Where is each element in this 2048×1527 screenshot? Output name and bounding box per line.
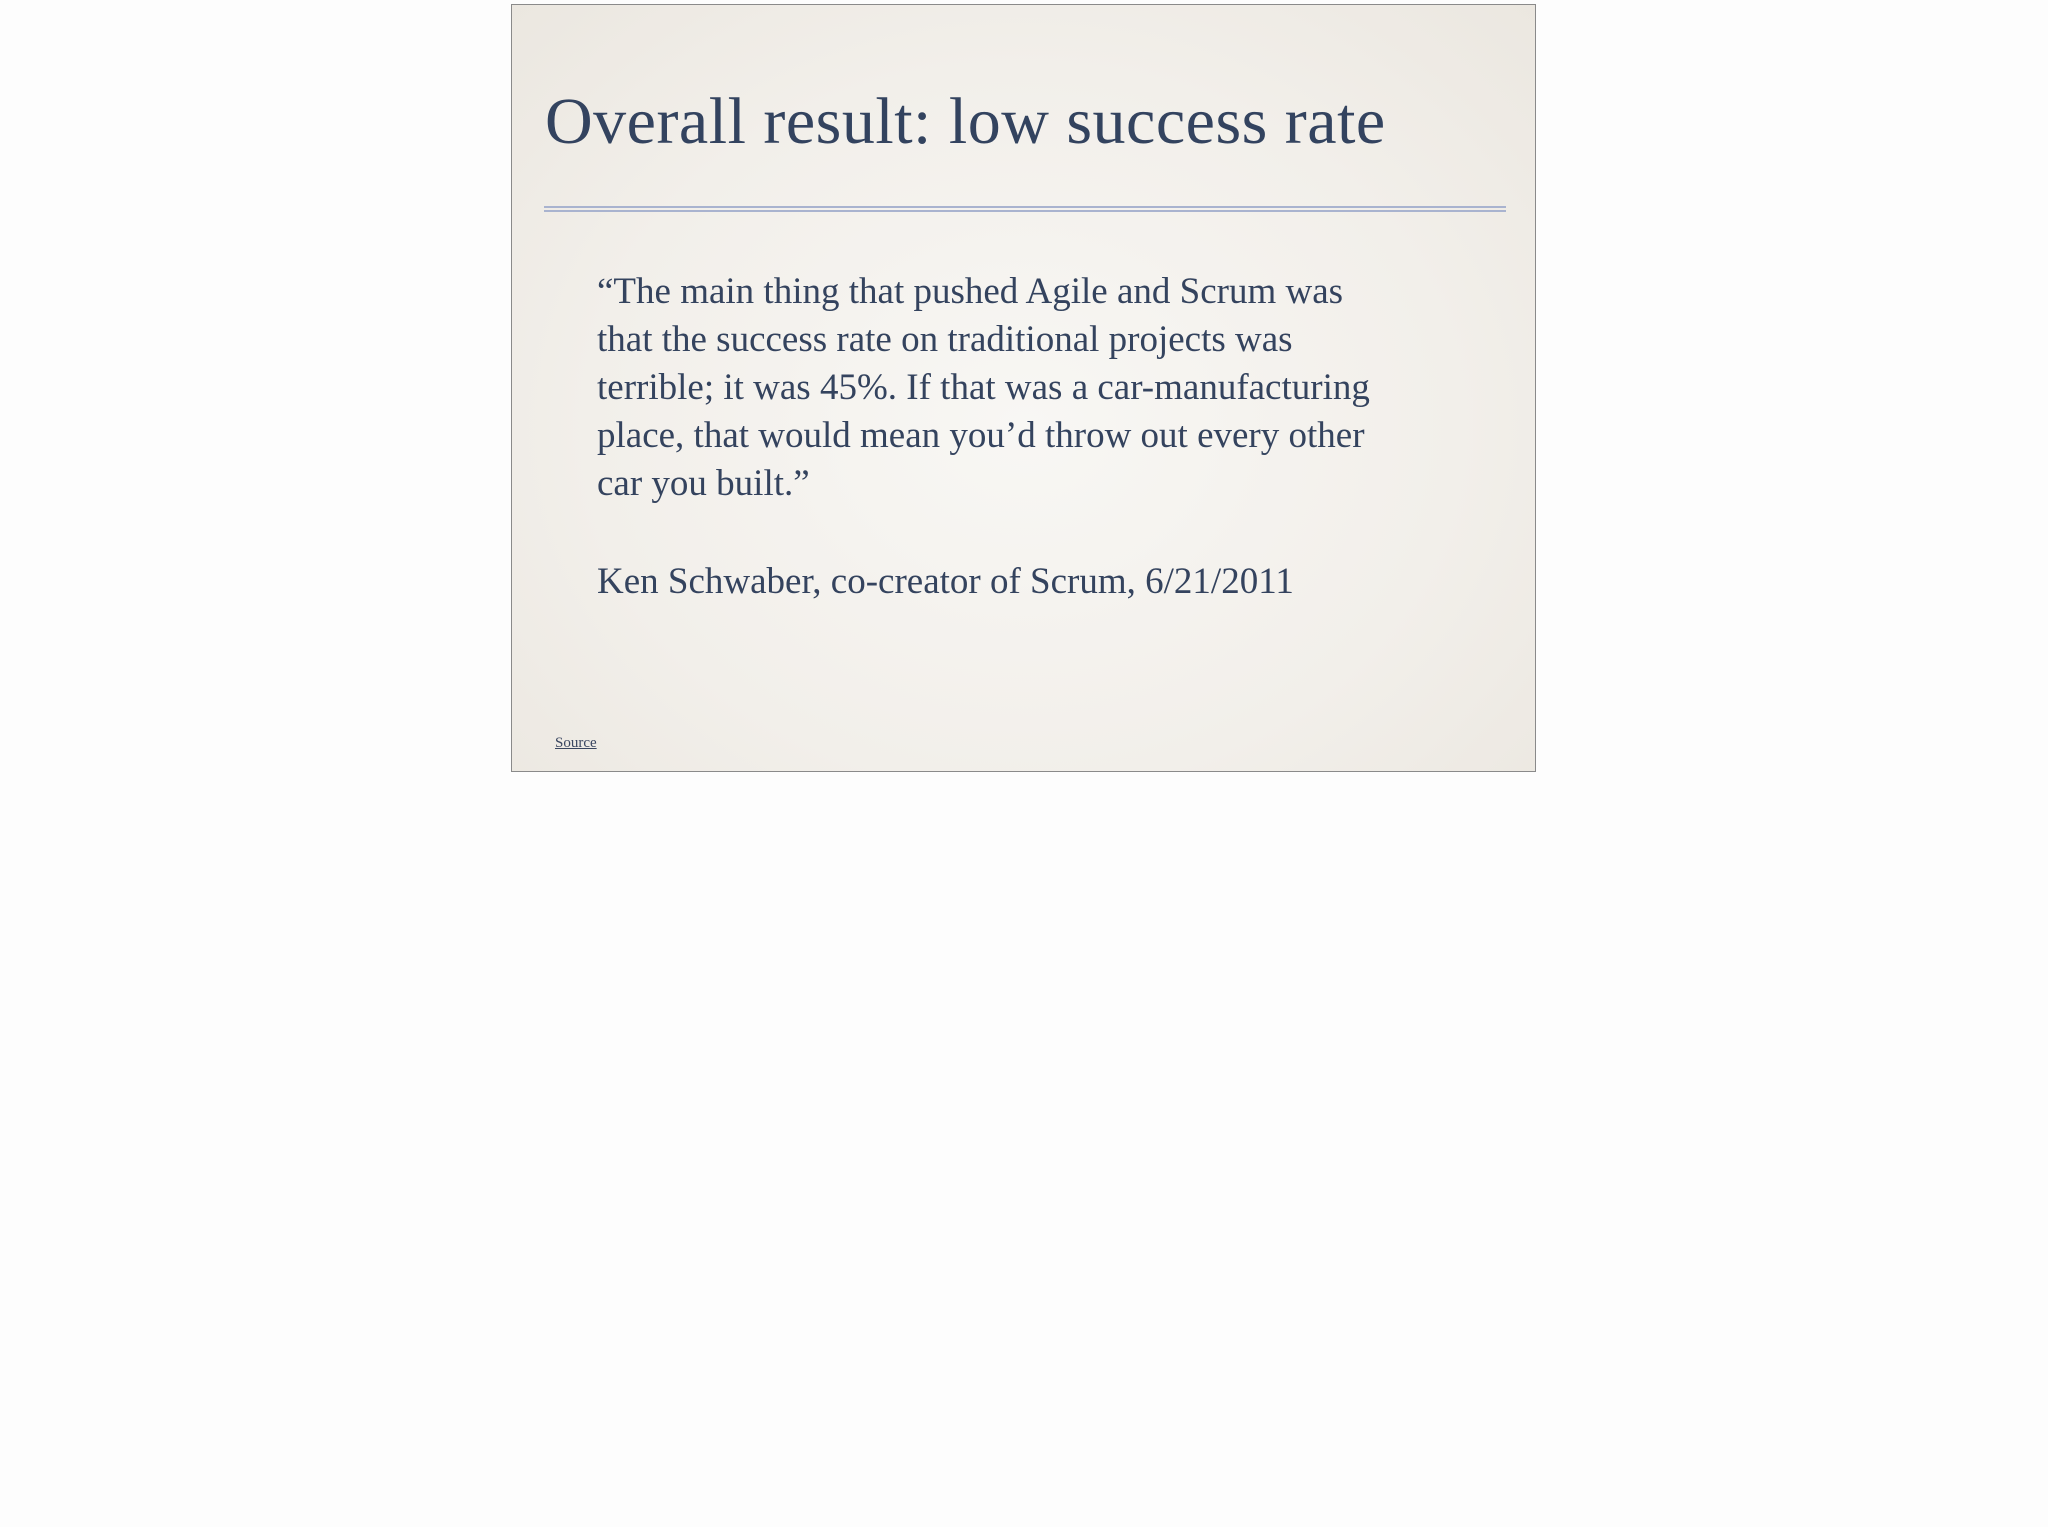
slide-title: Overall result: low success rate <box>545 85 1386 158</box>
quote-line: car you built.” <box>597 463 810 504</box>
quote-block <box>597 268 1497 508</box>
title-divider <box>544 206 1506 212</box>
source-link[interactable]: Source <box>555 735 597 751</box>
quote-line: “The main thing that pushed Agile and Scrum was <box>597 271 1344 312</box>
quote-line: place, that would mean you’d throw out every other <box>597 415 1365 456</box>
quote-line: that the success rate on traditional projects was <box>597 319 1293 360</box>
slide <box>511 4 1536 772</box>
quote-line: terrible; it was 45%. If that was a car-manufacturing <box>597 367 1370 408</box>
quote-attribution: Ken Schwaber, co-creator of Scrum, 6/21/2011 <box>597 561 1294 602</box>
